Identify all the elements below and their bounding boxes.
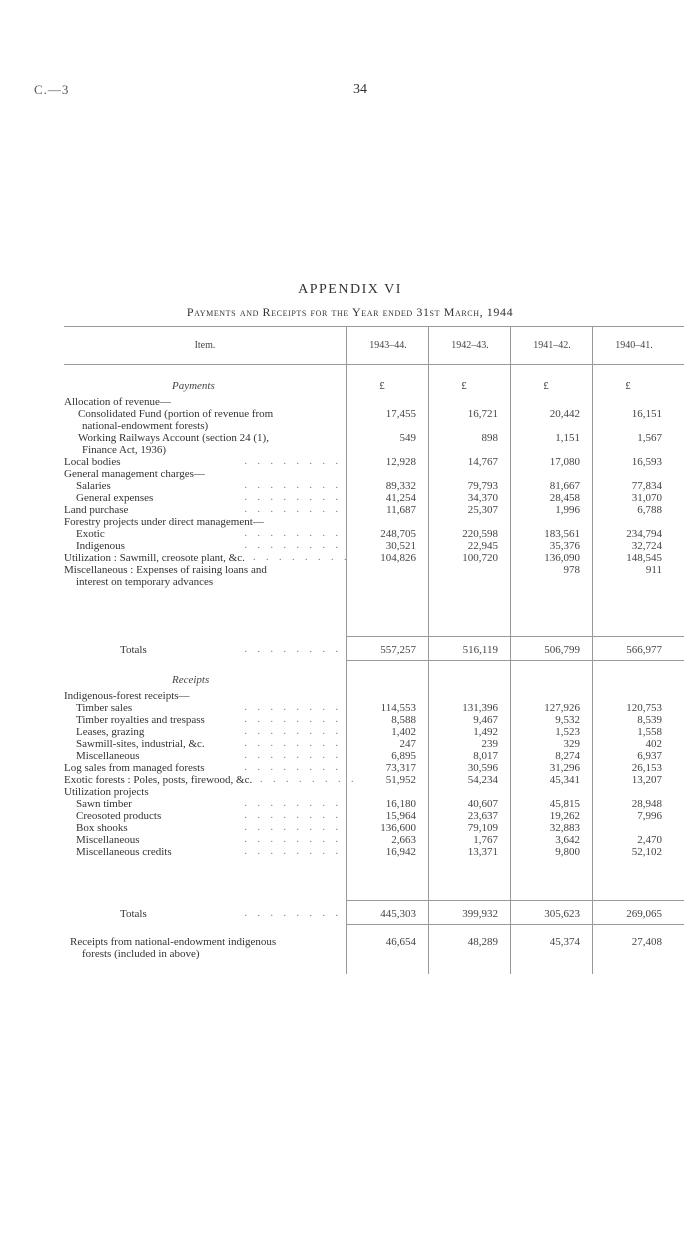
payments-receipts-table bbox=[64, 326, 684, 976]
receipts-heading: Receipts bbox=[172, 674, 210, 686]
payments-row-label: General expenses bbox=[76, 492, 154, 504]
currency-1942-43: £ bbox=[461, 380, 467, 392]
payments-row bbox=[64, 528, 684, 540]
payments-row bbox=[64, 408, 684, 420]
receipts-row bbox=[64, 702, 684, 714]
payments-value: 31,070 bbox=[631, 492, 662, 504]
payments-value: 14,767 bbox=[467, 456, 498, 468]
payments-value: 16,593 bbox=[631, 456, 662, 468]
payments-value: 81,667 bbox=[549, 480, 580, 492]
payments-total-1940-41: 566,977 bbox=[626, 644, 662, 656]
payments-value: 978 bbox=[563, 564, 580, 576]
payments-value: 1,567 bbox=[637, 432, 662, 444]
payments-row bbox=[64, 504, 684, 516]
receipts-row bbox=[64, 726, 684, 738]
receipts-value: 40,607 bbox=[467, 798, 498, 810]
payments-row-label: Forestry projects under direct management— bbox=[64, 516, 264, 528]
payments-row bbox=[64, 432, 684, 444]
receipts-value: 16,180 bbox=[385, 798, 416, 810]
receipts-row-label: Timber royalties and trespass bbox=[76, 714, 205, 726]
receipts-value: 1,767 bbox=[473, 834, 498, 846]
header-bottom-rule bbox=[64, 364, 684, 365]
receipts-value: 329 bbox=[563, 738, 580, 750]
payments-value: 30,521 bbox=[385, 540, 416, 552]
payments-value: 136,090 bbox=[544, 552, 580, 564]
payments-value: 1,996 bbox=[555, 504, 580, 516]
payments-value: 17,455 bbox=[385, 408, 416, 420]
receipts-value: 402 bbox=[645, 738, 662, 750]
receipts-value: 8,539 bbox=[637, 714, 662, 726]
receipts-value: 127,926 bbox=[544, 702, 580, 714]
receipts-row bbox=[64, 738, 684, 750]
leader-dots: . . . . . . . . bbox=[244, 810, 342, 821]
receipts-value: 13,207 bbox=[631, 774, 662, 786]
receipts-value: 2,663 bbox=[391, 834, 416, 846]
payments-value: 898 bbox=[481, 432, 498, 444]
receipts-row-label: Miscellaneous bbox=[76, 750, 140, 762]
receipts-row-label: Creosoted products bbox=[76, 810, 162, 822]
receipts-value: 15,964 bbox=[385, 810, 416, 822]
receipts-total-1941-42: 305,623 bbox=[544, 908, 580, 920]
currency-1941-42: £ bbox=[543, 380, 549, 392]
payments-row bbox=[64, 492, 684, 504]
column-header-1943-44: 1943–44. bbox=[369, 340, 407, 351]
receipts-value: 131,396 bbox=[462, 702, 498, 714]
receipts-value: 79,109 bbox=[467, 822, 498, 834]
payments-value: 79,793 bbox=[467, 480, 498, 492]
note-label: Receipts from national-endowment indigenous bbox=[70, 936, 277, 948]
payments-value: 100,720 bbox=[462, 552, 498, 564]
receipts-value: 1,558 bbox=[637, 726, 662, 738]
receipts-value: 32,883 bbox=[549, 822, 580, 834]
column-header-item: Item. bbox=[194, 340, 216, 351]
receipts-value: 120,753 bbox=[626, 702, 662, 714]
payments-row-label: Local bodies bbox=[64, 456, 121, 468]
note-value-1941-42: 45,374 bbox=[549, 936, 580, 948]
payments-total-1942-43: 516,119 bbox=[462, 644, 498, 656]
leader-dots: . . . . . . . . bbox=[244, 822, 342, 833]
receipts-value: 52,102 bbox=[631, 846, 662, 858]
payments-value: 148,545 bbox=[626, 552, 662, 564]
note-value-1942-43: 48,289 bbox=[467, 936, 498, 948]
payments-row bbox=[64, 420, 684, 432]
payments-row-label: Utilization : Sawmill, creosote plant, &c. bbox=[64, 552, 245, 564]
payments-value: 11,687 bbox=[386, 504, 416, 516]
payments-row bbox=[64, 396, 684, 408]
receipts-value: 30,596 bbox=[467, 762, 498, 774]
receipts-value: 9,532 bbox=[555, 714, 580, 726]
payments-value: 16,151 bbox=[631, 408, 662, 420]
receipts-value: 23,637 bbox=[467, 810, 498, 822]
note-label-continued: forests (included in above) bbox=[82, 948, 200, 960]
receipts-row bbox=[64, 762, 684, 774]
leader-dots: . . . . . . . . bbox=[244, 702, 342, 713]
receipts-row-label: Sawmill-sites, industrial, &c. bbox=[76, 738, 205, 750]
table-top-rule bbox=[64, 326, 684, 327]
receipts-row bbox=[64, 690, 684, 702]
receipts-row-label: Log sales from managed forests bbox=[64, 762, 205, 774]
leader-dots: . . . . . . . . bbox=[260, 774, 358, 785]
payments-row bbox=[64, 444, 684, 456]
payments-row-label: Land purchase bbox=[64, 504, 129, 516]
payments-value: 77,834 bbox=[631, 480, 662, 492]
payments-row-label: Miscellaneous : Expenses of raising loans and bbox=[64, 564, 267, 576]
leader-dots: . . . . . . . . bbox=[244, 528, 342, 539]
receipts-value: 28,948 bbox=[631, 798, 662, 810]
note-value-1943-44: 46,654 bbox=[385, 936, 416, 948]
receipts-row bbox=[64, 750, 684, 762]
receipts-row bbox=[64, 822, 684, 834]
receipts-row-label: Box shooks bbox=[76, 822, 128, 834]
leader-dots: . . . . . . . . bbox=[253, 552, 351, 563]
payments-row bbox=[64, 564, 684, 576]
payments-totals-row bbox=[64, 644, 684, 656]
appendix-title: APPENDIX VI bbox=[298, 282, 402, 297]
receipts-value: 9,800 bbox=[555, 846, 580, 858]
receipts-value: 136,600 bbox=[380, 822, 416, 834]
payments-value: 1,151 bbox=[555, 432, 580, 444]
leader-dots: . . . . . . . . bbox=[244, 750, 342, 761]
leader-dots: . . . . . . . . bbox=[244, 714, 342, 725]
column-header-1942-43: 1942–43. bbox=[451, 340, 489, 351]
receipts-row bbox=[64, 834, 684, 846]
receipts-value: 1,402 bbox=[391, 726, 416, 738]
leader-dots: . . . . . . . . bbox=[244, 762, 342, 773]
column-header-1940-41: 1940–41. bbox=[615, 340, 653, 351]
payments-row-label: national-endowment forests) bbox=[82, 420, 209, 432]
national-endowment-receipts-row bbox=[64, 936, 684, 948]
payments-row bbox=[64, 516, 684, 528]
receipts-value: 6,895 bbox=[391, 750, 416, 762]
receipts-totals-label: Totals bbox=[120, 908, 147, 920]
leader-dots: . . . . . . . . bbox=[244, 492, 342, 503]
receipts-row-label: Sawn timber bbox=[76, 798, 132, 810]
receipts-row-label: Utilization projects bbox=[64, 786, 149, 798]
receipts-value: 9,467 bbox=[473, 714, 498, 726]
payments-value: 12,928 bbox=[385, 456, 416, 468]
payments-row bbox=[64, 540, 684, 552]
receipts-value: 7,996 bbox=[637, 810, 662, 822]
payments-value: 183,561 bbox=[544, 528, 580, 540]
receipts-total-1943-44: 445,303 bbox=[380, 908, 416, 920]
payments-value: 17,080 bbox=[549, 456, 580, 468]
payments-row-label: Working Railways Account (section 24 (1), bbox=[78, 432, 269, 444]
receipts-value: 8,274 bbox=[555, 750, 580, 762]
receipts-value: 73,317 bbox=[385, 762, 416, 774]
receipts-value: 45,815 bbox=[549, 798, 580, 810]
leader-dots: . . . . . . . . bbox=[244, 798, 342, 809]
payments-totals-top-rule bbox=[346, 636, 684, 637]
payments-row bbox=[64, 552, 684, 564]
payments-row bbox=[64, 480, 684, 492]
payments-row-label: Finance Act, 1936) bbox=[82, 444, 167, 456]
payments-row bbox=[64, 468, 684, 480]
payments-value: 234,794 bbox=[626, 528, 662, 540]
payments-value: 16,721 bbox=[467, 408, 498, 420]
receipts-total-1942-43: 399,932 bbox=[462, 908, 498, 920]
payments-value: 22,945 bbox=[467, 540, 498, 552]
receipts-row bbox=[64, 774, 684, 786]
leader-dots: . . . . . . . . bbox=[244, 644, 342, 655]
receipts-row-label: Miscellaneous bbox=[76, 834, 140, 846]
column-header-1941-42: 1941–42. bbox=[533, 340, 571, 351]
receipts-row-label: Exotic forests : Poles, posts, firewood, &c. bbox=[64, 774, 253, 786]
receipts-value: 51,952 bbox=[385, 774, 416, 786]
receipts-totals-bottom-rule bbox=[346, 924, 684, 925]
payments-totals-bottom-rule bbox=[346, 660, 684, 661]
payments-row-label: Salaries bbox=[76, 480, 111, 492]
page-header-left: C.—3 bbox=[34, 82, 70, 97]
receipts-row bbox=[64, 798, 684, 810]
payments-row-label: interest on temporary advances bbox=[76, 576, 214, 588]
payments-value: 104,826 bbox=[380, 552, 416, 564]
payments-value: 20,442 bbox=[549, 408, 580, 420]
receipts-value: 16,942 bbox=[385, 846, 416, 858]
payments-row-label: General management charges— bbox=[64, 468, 205, 480]
payments-value: 911 bbox=[645, 564, 662, 576]
receipts-totals-top-rule bbox=[346, 900, 684, 901]
payments-row bbox=[64, 456, 684, 468]
receipts-value: 1,523 bbox=[555, 726, 580, 738]
payments-value: 32,724 bbox=[631, 540, 662, 552]
receipts-value: 2,470 bbox=[637, 834, 662, 846]
leader-dots: . . . . . . . . bbox=[244, 504, 342, 515]
leader-dots: . . . . . . . . bbox=[244, 846, 342, 857]
payments-value: 248,705 bbox=[380, 528, 416, 540]
leader-dots: . . . . . . . . bbox=[244, 908, 342, 919]
receipts-value: 1,492 bbox=[473, 726, 498, 738]
leader-dots: . . . . . . . . bbox=[244, 738, 342, 749]
receipts-total-1940-41: 269,065 bbox=[626, 908, 662, 920]
receipts-value: 114,553 bbox=[380, 702, 416, 714]
receipts-value: 6,937 bbox=[637, 750, 662, 762]
receipts-value: 8,588 bbox=[391, 714, 416, 726]
leader-dots: . . . . . . . . bbox=[244, 540, 342, 551]
leader-dots: . . . . . . . . bbox=[244, 834, 342, 845]
leader-dots: . . . . . . . . bbox=[244, 726, 342, 737]
receipts-value: 45,341 bbox=[549, 774, 580, 786]
receipts-row bbox=[64, 810, 684, 822]
national-endowment-receipts-row-cont bbox=[64, 948, 684, 960]
payments-value: 34,370 bbox=[467, 492, 498, 504]
payments-heading: Payments bbox=[172, 380, 215, 392]
payments-value: 220,598 bbox=[462, 528, 498, 540]
payments-totals-label: Totals bbox=[120, 644, 147, 656]
currency-1943-44: £ bbox=[379, 380, 385, 392]
appendix-subtitle: Payments and Receipts for the Year ended 31st March, 1944 bbox=[186, 305, 514, 319]
payments-value: 28,458 bbox=[549, 492, 580, 504]
payments-value: 41,254 bbox=[385, 492, 416, 504]
receipts-row-label: Miscellaneous credits bbox=[76, 846, 172, 858]
payments-total-1941-42: 506,799 bbox=[544, 644, 580, 656]
receipts-value: 3,642 bbox=[555, 834, 580, 846]
note-value-1940-41: 27,408 bbox=[631, 936, 662, 948]
payments-row-label: Consolidated Fund (portion of revenue from bbox=[78, 408, 274, 420]
leader-dots: . . . . . . . . bbox=[244, 456, 342, 467]
payments-total-1943-44: 557,257 bbox=[380, 644, 416, 656]
receipts-row bbox=[64, 714, 684, 726]
payments-value: 6,788 bbox=[637, 504, 662, 516]
receipts-row bbox=[64, 846, 684, 858]
payments-row-label: Exotic bbox=[76, 528, 105, 540]
payments-value: 25,307 bbox=[467, 504, 498, 516]
payments-row bbox=[64, 576, 684, 588]
receipts-value: 31,296 bbox=[549, 762, 580, 774]
currency-1940-41: £ bbox=[625, 380, 631, 392]
receipts-row-label: Indigenous-forest receipts— bbox=[64, 690, 190, 702]
payments-value: 35,376 bbox=[549, 540, 580, 552]
page-number: 34 bbox=[353, 82, 367, 97]
receipts-value: 8,017 bbox=[473, 750, 498, 762]
receipts-value: 239 bbox=[481, 738, 498, 750]
payments-row-label: Indigenous bbox=[76, 540, 125, 552]
receipts-value: 26,153 bbox=[631, 762, 662, 774]
receipts-row-label: Leases, grazing bbox=[76, 726, 145, 738]
receipts-row-label: Timber sales bbox=[76, 702, 133, 714]
receipts-row bbox=[64, 786, 684, 798]
receipts-value: 19,262 bbox=[549, 810, 580, 822]
leader-dots: . . . . . . . . bbox=[244, 480, 342, 491]
receipts-value: 13,371 bbox=[467, 846, 498, 858]
payments-value: 89,332 bbox=[385, 480, 416, 492]
receipts-totals-row bbox=[64, 908, 684, 920]
receipts-value: 247 bbox=[399, 738, 416, 750]
payments-value: 549 bbox=[399, 432, 416, 444]
payments-row-label: Allocation of revenue— bbox=[64, 396, 171, 408]
receipts-value: 54,234 bbox=[467, 774, 498, 786]
